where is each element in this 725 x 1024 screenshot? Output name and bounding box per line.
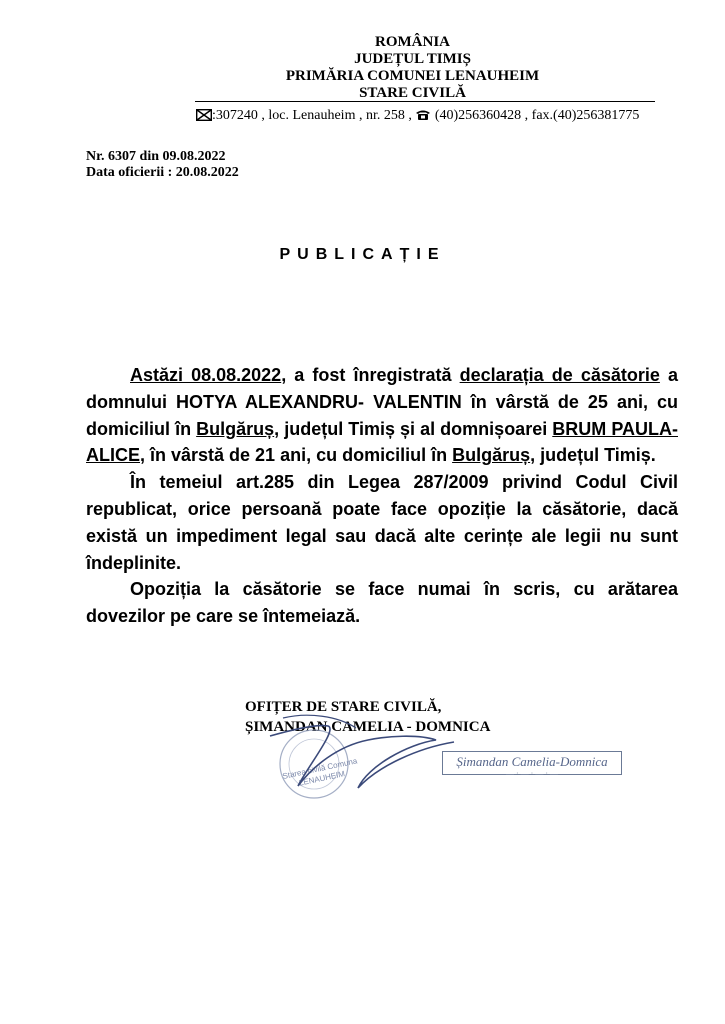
header-department: STARE CIVILĂ xyxy=(359,85,466,101)
bride-details: , în vârstă de 21 ani, cu domiciliul în xyxy=(140,445,453,466)
declaration-phrase: declarația de căsătorie xyxy=(459,365,660,385)
officer-role: OFIȚER DE STARE CIVILĂ, xyxy=(245,699,442,715)
envelope-icon xyxy=(196,109,212,126)
header-municipality: PRIMĂRIA COMUNEI LENAUHEIM xyxy=(285,68,540,84)
document-body xyxy=(86,362,678,630)
groom-locality: Bulgăruș xyxy=(196,418,275,439)
text-fragment: , a fost înregistrată xyxy=(281,365,460,385)
stamp-subline: — · — · — · — xyxy=(506,769,558,778)
text-fragment: , județul Timiș. xyxy=(530,445,656,466)
name-stamp xyxy=(442,751,622,778)
bride-name: BRUM PAULA- ALICE xyxy=(86,418,678,466)
header-country: ROMÂNIA xyxy=(375,34,450,50)
stamp-name: Șimandan Camelia-Domnica xyxy=(456,754,608,769)
contact-line xyxy=(196,108,716,126)
document-title: PUBLICAȚIE xyxy=(279,246,446,263)
date-phrase: Astăzi 08.08.2022 xyxy=(130,365,282,385)
display-date: Data oficierii : 20.08.2022 xyxy=(86,165,239,180)
officer-name: ȘIMANDAN CAMELIA - DOMNICA xyxy=(245,719,491,735)
paragraph-opposition: Opoziția la căsătorie se face numai în scris, cu arătarea dovezilor pe care se întemeiază. xyxy=(86,579,678,627)
registration-number: Nr. 6307 din 09.08.2022 xyxy=(86,149,226,164)
header-divider xyxy=(195,101,655,102)
groom-details: a domnului HOTYA ALEXANDRU- VALENTIN în vârstă de 25 ani, cu domiciliul în xyxy=(86,365,679,439)
seal-text: Starea civilă Comuna LENAUHEIM xyxy=(281,756,358,788)
bride-locality: Bulgăruș xyxy=(452,445,531,466)
text-fragment: , județul Timiș și al domnișoarei xyxy=(274,418,553,439)
header-county: JUDEȚUL TIMIȘ xyxy=(354,51,471,67)
phone-icon xyxy=(415,109,431,126)
handwritten-signature xyxy=(268,706,458,806)
paragraph-announcement xyxy=(86,362,678,469)
address-text: :307240 , loc. Lenauheim , nr. 258 , xyxy=(212,108,412,123)
phone-fax-text: (40)256360428 , fax.(40)256381775 xyxy=(431,108,640,123)
paragraph-legal-basis: În temeiul art.285 din Legea 287/2009 privind Codul Civil republicat, orice persoană poate face opoziție la căsătorie, dacă există un impediment legal sau dacă alte cerințe ale legii nu sunt îndeplinite. xyxy=(86,472,678,573)
